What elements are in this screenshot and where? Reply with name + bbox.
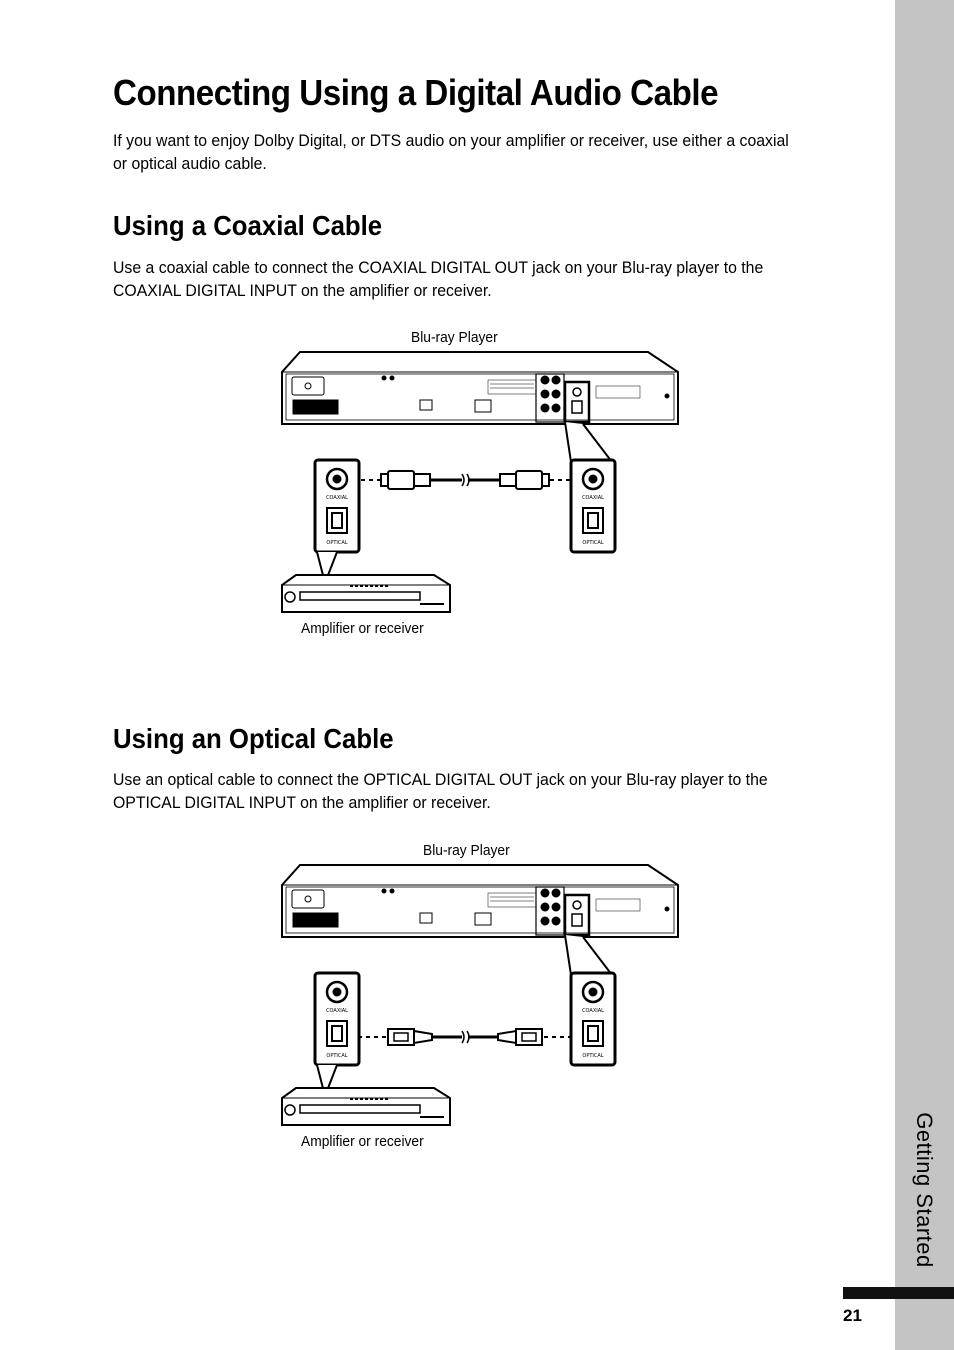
receiver-coaxial-jack-label: COAXIAL: [326, 495, 348, 501]
receiver-coaxial-jack-label: COAXIAL: [326, 1008, 348, 1014]
bluray-player-rear-panel: [282, 352, 678, 424]
player-jack-panel: [571, 973, 615, 1065]
optical-receiver-label: Amplifier or receiver: [301, 1133, 424, 1150]
coaxial-receiver-label: Amplifier or receiver: [301, 620, 424, 637]
bluray-player-rear-panel: [282, 865, 678, 937]
player-coaxial-jack-label: COAXIAL: [582, 495, 604, 501]
receiver-jack-panel: [315, 973, 359, 1065]
coaxial-paragraph: Use a coaxial cable to connect the COAXIAL DIGITAL OUT jack on your Blu-ray player to the COAXIAL DIGITAL INPUT on the amplifier or receiver.: [113, 258, 764, 300]
coaxial-heading: Using a Coaxial Cable: [113, 210, 383, 241]
coaxial-connection-diagram: [270, 345, 690, 620]
optical-cable: [350, 1029, 580, 1045]
page-title: Connecting Using a Digital Audio Cable: [113, 72, 719, 113]
receiver-optical-jack-label: OPTICAL: [326, 1053, 348, 1059]
coaxial-cable: [345, 471, 580, 489]
receiver-optical-jack-label: OPTICAL: [326, 540, 348, 546]
player-optical-jack-label: OPTICAL: [582, 1053, 604, 1059]
player-optical-jack-label: OPTICAL: [582, 540, 604, 546]
side-tab-label: Getting Started: [912, 1112, 937, 1268]
receiver-jack-panel: [315, 460, 359, 552]
player-coaxial-jack-label: COAXIAL: [582, 1008, 604, 1014]
optical-connection-diagram: [270, 858, 690, 1133]
amplifier-receiver-front: [282, 575, 450, 612]
amplifier-receiver-front: [282, 1088, 450, 1125]
intro-paragraph: If you want to enjoy Dolby Digital, or DTS audio on your amplifier or receiver, use either a coaxial or optical audio cable.: [113, 131, 789, 173]
page-number: 21: [843, 1306, 862, 1325]
player-jack-panel: [571, 460, 615, 552]
optical-player-label: Blu-ray Player: [423, 842, 510, 859]
optical-heading: Using an Optical Cable: [113, 723, 394, 754]
page-number-bar: [843, 1287, 954, 1299]
coaxial-player-label: Blu-ray Player: [411, 329, 498, 346]
optical-paragraph: Use an optical cable to connect the OPTICAL DIGITAL OUT jack on your Blu-ray player to the OPTICAL DIGITAL INPUT on the amplifier or receiver.: [113, 770, 768, 812]
